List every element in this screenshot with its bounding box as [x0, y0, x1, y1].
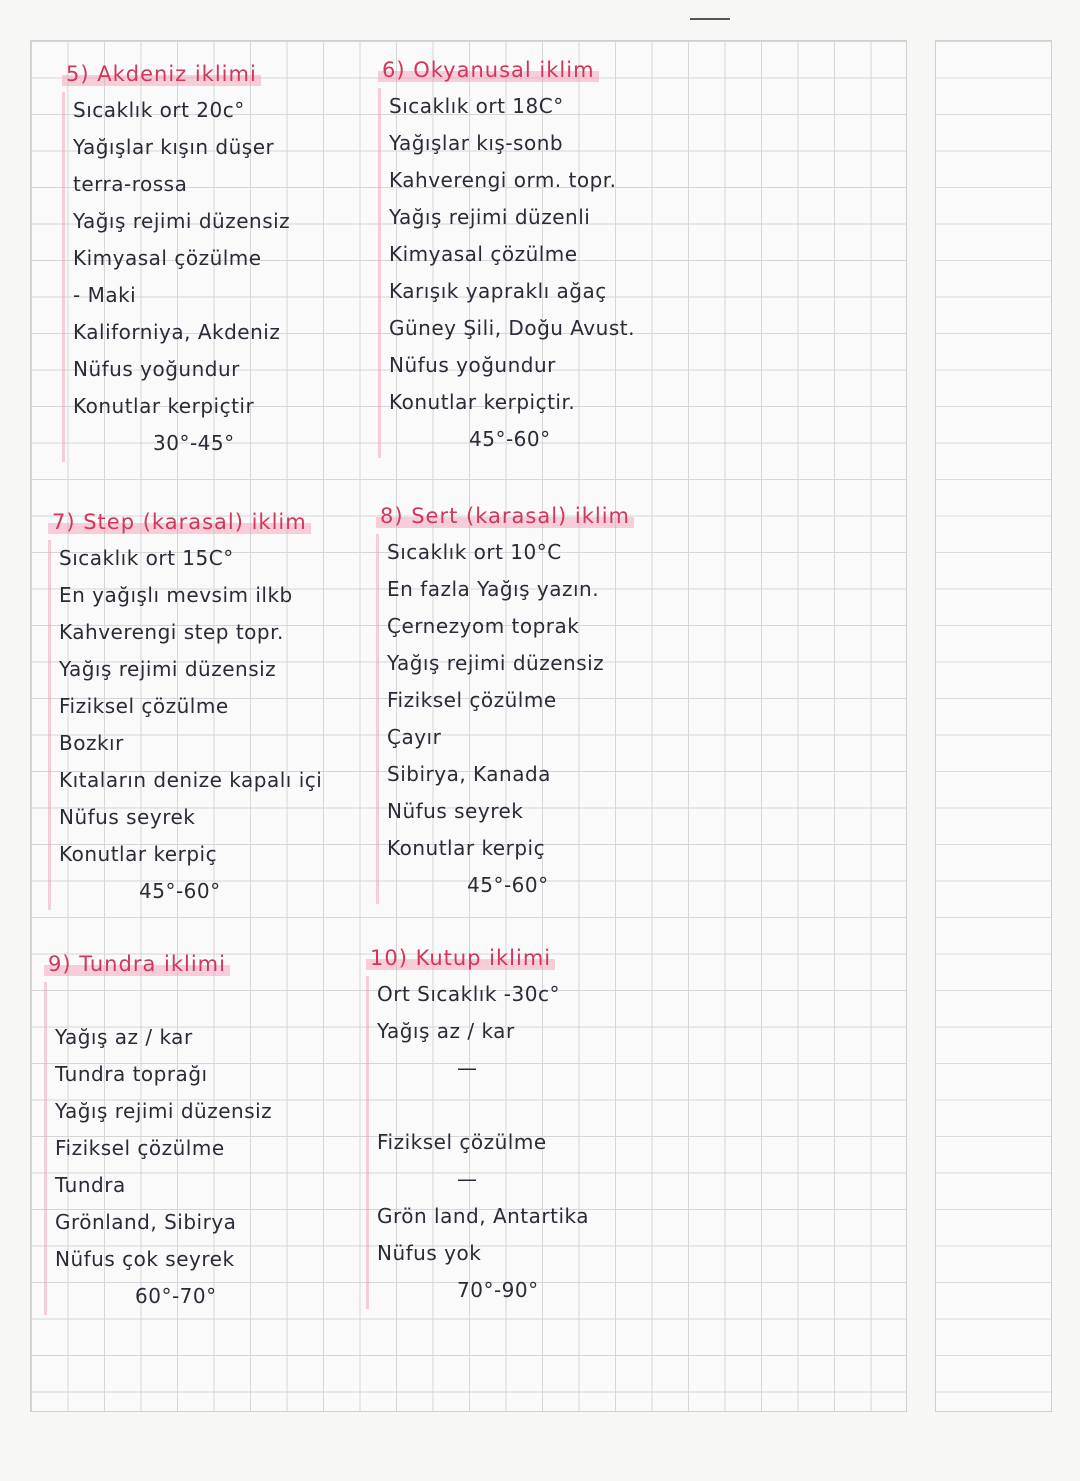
note-line: [55, 982, 272, 1019]
note-line: 45°-60°: [139, 879, 221, 903]
note-line: Konutlar kerpiç: [59, 842, 218, 866]
note-line: Çayır: [387, 725, 442, 749]
note-line: - Maki: [73, 283, 137, 307]
note-line: terra-rossa: [73, 172, 188, 196]
note-line: En fazla Yağış yazın.: [387, 577, 600, 601]
margin-column: [935, 40, 1052, 1412]
section-continental: [376, 504, 634, 904]
note-line: Grön land, Antartika: [377, 1204, 590, 1228]
note-line: Tundra: [55, 1173, 126, 1197]
note-line: Yağış rejimi düzensiz: [387, 651, 605, 675]
section-steppe: [48, 510, 322, 910]
note-line: Yağış az / kar: [55, 1025, 193, 1049]
note-lines: [44, 982, 272, 1315]
note-line: Fiziksel çözülme: [55, 1136, 225, 1160]
note-line: Yağış rejimi düzensiz: [59, 657, 277, 681]
section-title: 10) Kutup iklimi: [366, 946, 555, 970]
note-line: Konutlar kerpiçtir: [73, 394, 255, 418]
note-line: Yağış rejimi düzensiz: [55, 1099, 273, 1123]
note-line: Fiziksel çözülme: [59, 694, 229, 718]
note-line: Kimyasal çözülme: [389, 242, 578, 266]
note-line: Ort Sıcaklık -30c°: [377, 982, 560, 1006]
note-line: Sıcaklık ort 10°C: [387, 540, 562, 564]
note-line: Bozkır: [59, 731, 124, 755]
binder-mark: [690, 12, 730, 20]
note-line: 70°-90°: [457, 1278, 539, 1302]
note-line: Konutlar kerpiçtir.: [389, 390, 576, 414]
note-line: 60°-70°: [135, 1284, 217, 1308]
section-mediterranean: [62, 62, 290, 462]
note-line: Karışık yapraklı ağaç: [389, 279, 607, 303]
section-title: 6) Okyanusal iklim: [378, 58, 599, 82]
note-line: Sıcaklık ort 15C°: [59, 546, 234, 570]
note-line: Çernezyom toprak: [387, 614, 580, 638]
note-line: Grönland, Sibirya: [55, 1210, 237, 1234]
note-line: —: [457, 1167, 478, 1191]
note-line: Yağışlar kışın düşer: [73, 135, 275, 159]
note-line: En yağışlı mevsim ilkb: [59, 583, 293, 607]
note-line: Sibirya, Kanada: [387, 762, 551, 786]
note-lines: [366, 976, 589, 1309]
note-line: Sıcaklık ort 18C°: [389, 94, 564, 118]
section-title: 9) Tundra iklimi: [44, 952, 230, 976]
note-line: Sıcaklık ort 20c°: [73, 98, 245, 122]
note-line: Nüfus yok: [377, 1241, 482, 1265]
note-line: Nüfus seyrek: [59, 805, 196, 829]
section-title: 8) Sert (karasal) iklim: [376, 504, 634, 528]
note-line: 45°-60°: [467, 873, 549, 897]
note-line: 30°-45°: [153, 431, 235, 455]
note-line: Fiziksel çözülme: [387, 688, 557, 712]
note-line: Tundra toprağı: [55, 1062, 208, 1086]
note-line: Konutlar kerpiç: [387, 836, 546, 860]
note-lines: [48, 540, 322, 910]
note-line: Kaliforniya, Akdeniz: [73, 320, 281, 344]
note-line: Yağış az / kar: [377, 1019, 515, 1043]
note-line: —: [457, 1056, 478, 1080]
note-lines: [62, 92, 290, 462]
note-line: Nüfus yoğundur: [389, 353, 556, 377]
note-line: [377, 1087, 589, 1124]
note-line: Nüfus seyrek: [387, 799, 524, 823]
note-line: Yağış rejimi düzensiz: [73, 209, 291, 233]
note-line: Kimyasal çözülme: [73, 246, 262, 270]
note-line: Güney Şili, Doğu Avust.: [389, 316, 635, 340]
note-line: 45°-60°: [469, 427, 551, 451]
note-lines: [378, 88, 635, 458]
section-polar: [366, 946, 589, 1309]
note-line: Kıtaların denize kapalı içi: [59, 768, 323, 792]
note-line: Yağışlar kış-sonb: [389, 131, 564, 155]
section-title: 5) Akdeniz iklimi: [62, 62, 261, 86]
note-line: Nüfus yoğundur: [73, 357, 240, 381]
note-lines: [376, 534, 634, 904]
note-line: Yağış rejimi düzenli: [389, 205, 591, 229]
note-line: Kahverengi orm. topr.: [389, 168, 617, 192]
section-tundra: [44, 952, 272, 1315]
section-title: 7) Step (karasal) iklim: [48, 510, 311, 534]
note-line: Fiziksel çözülme: [377, 1130, 547, 1154]
section-oceanic: [378, 58, 635, 458]
note-line: Nüfus çok seyrek: [55, 1247, 235, 1271]
note-line: Kahverengi step topr.: [59, 620, 284, 644]
